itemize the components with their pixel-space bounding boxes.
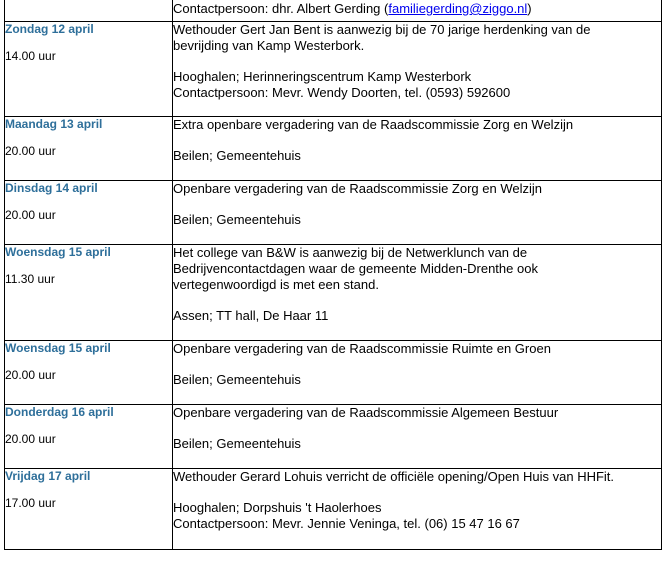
event-description-line: vertegenwoordigd is met een stand. [173, 277, 379, 292]
date-cell [5, 405, 173, 469]
event-date: Dinsdag 14 april [5, 181, 98, 195]
event-description-line: Openbare vergadering van de Raadscommissie Ruimte en Groen [173, 341, 551, 356]
event-date: Woensdag 15 april [5, 245, 111, 259]
event-description-line: Wethouder Gert Jan Bent is aanwezig bij de 70 jarige herdenking van de [173, 22, 591, 37]
table-row [5, 245, 662, 341]
event-description-line: Extra openbare vergadering van de Raadscommissie Zorg en Welzijn [173, 117, 574, 132]
event-time: 17.00 uur [5, 496, 56, 510]
info-cell [173, 0, 662, 22]
event-time: 11.30 uur [5, 272, 55, 286]
info-cell [173, 245, 662, 341]
table-row [5, 405, 662, 469]
date-cell [5, 117, 173, 181]
event-time: 20.00 uur [5, 144, 56, 158]
agenda-table [4, 0, 662, 550]
event-description [173, 245, 661, 293]
table-row [5, 181, 662, 245]
info-cell [173, 469, 662, 550]
event-location: Beilen; Gemeentehuis [173, 372, 301, 387]
event-date: Zondag 12 april [5, 22, 94, 36]
date-cell [5, 0, 173, 22]
event-contact: Contactpersoon: Mevr. Jennie Veninga, tel. (06) 15 47 16 67 [173, 516, 520, 531]
event-location: Hooghalen; Herinneringscentrum Kamp Westerbork [173, 69, 472, 84]
date-cell [5, 245, 173, 341]
date-cell [5, 469, 173, 550]
top-contact [173, 1, 661, 17]
event-description [173, 181, 661, 197]
event-time: 20.00 uur [5, 368, 56, 382]
info-cell [173, 22, 662, 117]
event-date: Vrijdag 17 april [5, 469, 91, 483]
top-contact-prefix: Contactpersoon: dhr. Albert Gerding ( [173, 1, 389, 16]
date-cell [5, 22, 173, 117]
event-location: Beilen; Gemeentehuis [173, 148, 301, 163]
email-link[interactable]: familiegerding@ziggo.nl [388, 1, 528, 16]
event-time: 14.00 uur [5, 49, 56, 63]
event-time: 20.00 uur [5, 432, 56, 446]
info-cell [173, 341, 662, 405]
table-row [5, 117, 662, 181]
event-description [173, 405, 661, 421]
event-description [173, 341, 661, 357]
event-time: 20.00 uur [5, 208, 56, 222]
event-contact: Contactpersoon: Mevr. Wendy Doorten, tel. (0593) 592600 [173, 85, 511, 100]
event-date: Donderdag 16 april [5, 405, 114, 419]
event-date: Woensdag 15 april [5, 341, 111, 355]
event-date: Maandag 13 april [5, 117, 103, 131]
event-description [173, 117, 661, 133]
event-description-line: Wethouder Gerard Lohuis verricht de officiële opening/Open Huis van HHFit. [173, 469, 615, 484]
top-contact-suffix: ) [527, 1, 532, 16]
table-row [5, 341, 662, 405]
info-cell [173, 181, 662, 245]
event-description-line: bevrijding van Kamp Westerbork. [173, 38, 365, 53]
event-description-line: Het college van B&W is aanwezig bij de Netwerklunch van de [173, 245, 528, 260]
event-description-line: Openbare vergadering van de Raadscommissie Zorg en Welzijn [173, 181, 543, 196]
event-description-line: Bedrijvencontactdagen waar de gemeente Midden-Drenthe ook [173, 261, 538, 276]
info-cell [173, 117, 662, 181]
event-location: Beilen; Gemeentehuis [173, 436, 301, 451]
table-row [5, 469, 662, 550]
event-description-line: Openbare vergadering van de Raadscommissie Algemeen Bestuur [173, 405, 559, 420]
event-location: Beilen; Gemeentehuis [173, 212, 301, 227]
date-cell [5, 181, 173, 245]
event-description [173, 469, 661, 485]
event-description [173, 22, 661, 54]
table-row [5, 0, 662, 22]
date-cell [5, 341, 173, 405]
table-row [5, 22, 662, 117]
info-cell [173, 405, 662, 469]
event-location: Assen; TT hall, De Haar 11 [173, 308, 329, 323]
event-location: Hooghalen; Dorpshuis 't Haolerhoes [173, 500, 382, 515]
